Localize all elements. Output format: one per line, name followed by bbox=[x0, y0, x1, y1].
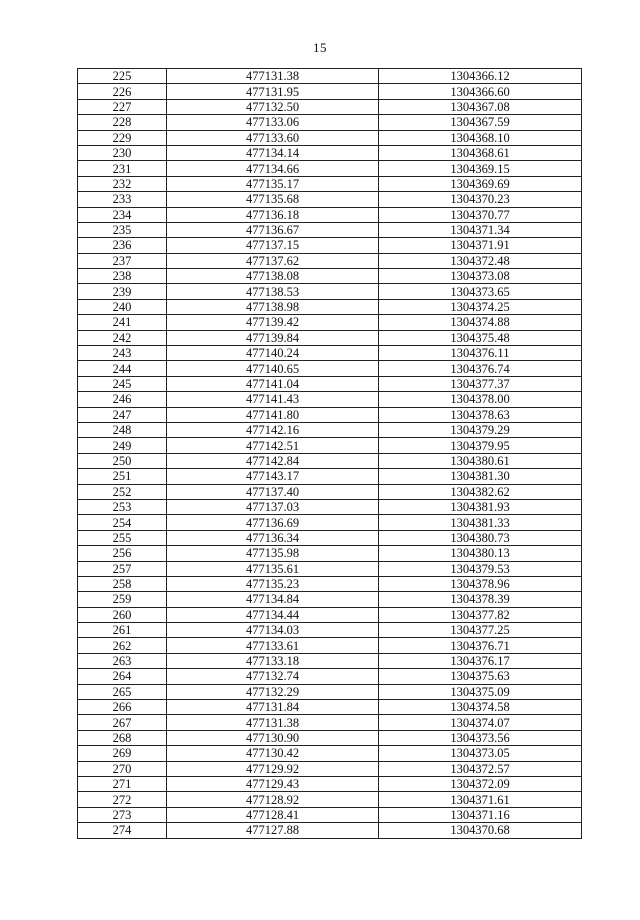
point-number-cell: 245 bbox=[78, 376, 167, 391]
y-coordinate-cell: 1304369.15 bbox=[379, 161, 582, 176]
point-number-cell: 229 bbox=[78, 130, 167, 145]
point-number-cell: 273 bbox=[78, 807, 167, 822]
table-row bbox=[78, 576, 582, 591]
y-coordinate-cell: 1304378.96 bbox=[379, 576, 582, 591]
x-coordinate-cell: 477132.29 bbox=[167, 684, 379, 699]
x-coordinate-cell: 477129.43 bbox=[167, 776, 379, 791]
x-coordinate-cell: 477142.51 bbox=[167, 438, 379, 453]
y-coordinate-cell: 1304381.93 bbox=[379, 499, 582, 514]
x-coordinate-cell: 477130.90 bbox=[167, 730, 379, 745]
x-coordinate-cell: 477140.24 bbox=[167, 346, 379, 361]
y-coordinate-cell: 1304373.08 bbox=[379, 269, 582, 284]
y-coordinate-cell: 1304366.60 bbox=[379, 84, 582, 99]
y-coordinate-cell: 1304368.61 bbox=[379, 145, 582, 160]
table-row bbox=[78, 99, 582, 114]
point-number-cell: 250 bbox=[78, 453, 167, 468]
coordinates-table-body bbox=[78, 69, 582, 839]
table-row bbox=[78, 730, 582, 745]
x-coordinate-cell: 477139.84 bbox=[167, 330, 379, 345]
y-coordinate-cell: 1304371.16 bbox=[379, 807, 582, 822]
x-coordinate-cell: 477136.34 bbox=[167, 530, 379, 545]
point-number-cell: 225 bbox=[78, 69, 167, 84]
table-row bbox=[78, 607, 582, 622]
x-coordinate-cell: 477134.84 bbox=[167, 592, 379, 607]
y-coordinate-cell: 1304378.39 bbox=[379, 592, 582, 607]
x-coordinate-cell: 477130.42 bbox=[167, 746, 379, 761]
table-row bbox=[78, 346, 582, 361]
point-number-cell: 264 bbox=[78, 669, 167, 684]
y-coordinate-cell: 1304376.17 bbox=[379, 653, 582, 668]
table-row bbox=[78, 238, 582, 253]
x-coordinate-cell: 477136.67 bbox=[167, 222, 379, 237]
y-coordinate-cell: 1304370.77 bbox=[379, 207, 582, 222]
point-number-cell: 265 bbox=[78, 684, 167, 699]
x-coordinate-cell: 477134.66 bbox=[167, 161, 379, 176]
point-number-cell: 268 bbox=[78, 730, 167, 745]
y-coordinate-cell: 1304376.71 bbox=[379, 638, 582, 653]
point-number-cell: 241 bbox=[78, 315, 167, 330]
x-coordinate-cell: 477138.08 bbox=[167, 269, 379, 284]
y-coordinate-cell: 1304376.11 bbox=[379, 346, 582, 361]
point-number-cell: 257 bbox=[78, 561, 167, 576]
x-coordinate-cell: 477131.84 bbox=[167, 700, 379, 715]
table-row bbox=[78, 145, 582, 160]
table-row bbox=[78, 700, 582, 715]
point-number-cell: 271 bbox=[78, 776, 167, 791]
point-number-cell: 244 bbox=[78, 361, 167, 376]
x-coordinate-cell: 477137.62 bbox=[167, 253, 379, 268]
x-coordinate-cell: 477133.06 bbox=[167, 115, 379, 130]
y-coordinate-cell: 1304373.56 bbox=[379, 730, 582, 745]
x-coordinate-cell: 477139.42 bbox=[167, 315, 379, 330]
y-coordinate-cell: 1304381.30 bbox=[379, 469, 582, 484]
table-row bbox=[78, 269, 582, 284]
x-coordinate-cell: 477138.98 bbox=[167, 299, 379, 314]
table-row bbox=[78, 669, 582, 684]
y-coordinate-cell: 1304373.05 bbox=[379, 746, 582, 761]
table-row bbox=[78, 161, 582, 176]
point-number-cell: 258 bbox=[78, 576, 167, 591]
point-number-cell: 231 bbox=[78, 161, 167, 176]
x-coordinate-cell: 477131.95 bbox=[167, 84, 379, 99]
point-number-cell: 239 bbox=[78, 284, 167, 299]
x-coordinate-cell: 477135.17 bbox=[167, 176, 379, 191]
y-coordinate-cell: 1304373.65 bbox=[379, 284, 582, 299]
table-row bbox=[78, 392, 582, 407]
x-coordinate-cell: 477138.53 bbox=[167, 284, 379, 299]
y-coordinate-cell: 1304380.61 bbox=[379, 453, 582, 468]
y-coordinate-cell: 1304369.69 bbox=[379, 176, 582, 191]
y-coordinate-cell: 1304371.34 bbox=[379, 222, 582, 237]
point-number-cell: 253 bbox=[78, 499, 167, 514]
y-coordinate-cell: 1304377.82 bbox=[379, 607, 582, 622]
x-coordinate-cell: 477131.38 bbox=[167, 715, 379, 730]
y-coordinate-cell: 1304370.68 bbox=[379, 823, 582, 838]
point-number-cell: 230 bbox=[78, 145, 167, 160]
table-row bbox=[78, 638, 582, 653]
point-number-cell: 256 bbox=[78, 546, 167, 561]
table-row bbox=[78, 761, 582, 776]
table-row bbox=[78, 792, 582, 807]
point-number-cell: 259 bbox=[78, 592, 167, 607]
y-coordinate-cell: 1304375.09 bbox=[379, 684, 582, 699]
table-row bbox=[78, 376, 582, 391]
y-coordinate-cell: 1304378.63 bbox=[379, 407, 582, 422]
x-coordinate-cell: 477133.18 bbox=[167, 653, 379, 668]
y-coordinate-cell: 1304371.61 bbox=[379, 792, 582, 807]
page-number: 15 bbox=[313, 40, 327, 55]
x-coordinate-cell: 477134.14 bbox=[167, 145, 379, 160]
table-row bbox=[78, 84, 582, 99]
point-number-cell: 249 bbox=[78, 438, 167, 453]
x-coordinate-cell: 477135.61 bbox=[167, 561, 379, 576]
table-row bbox=[78, 207, 582, 222]
table-row bbox=[78, 823, 582, 838]
table-row bbox=[78, 192, 582, 207]
point-number-cell: 263 bbox=[78, 653, 167, 668]
x-coordinate-cell: 477132.74 bbox=[167, 669, 379, 684]
point-number-cell: 274 bbox=[78, 823, 167, 838]
y-coordinate-cell: 1304378.00 bbox=[379, 392, 582, 407]
point-number-cell: 228 bbox=[78, 115, 167, 130]
table-row bbox=[78, 130, 582, 145]
point-number-cell: 226 bbox=[78, 84, 167, 99]
y-coordinate-cell: 1304368.10 bbox=[379, 130, 582, 145]
y-coordinate-cell: 1304366.12 bbox=[379, 69, 582, 84]
y-coordinate-cell: 1304379.53 bbox=[379, 561, 582, 576]
x-coordinate-cell: 477140.65 bbox=[167, 361, 379, 376]
table-row bbox=[78, 422, 582, 437]
x-coordinate-cell: 477133.60 bbox=[167, 130, 379, 145]
point-number-cell: 272 bbox=[78, 792, 167, 807]
table-row bbox=[78, 315, 582, 330]
x-coordinate-cell: 477128.41 bbox=[167, 807, 379, 822]
y-coordinate-cell: 1304377.25 bbox=[379, 623, 582, 638]
y-coordinate-cell: 1304372.09 bbox=[379, 776, 582, 791]
table-row bbox=[78, 284, 582, 299]
table-row bbox=[78, 530, 582, 545]
y-coordinate-cell: 1304374.07 bbox=[379, 715, 582, 730]
table-row bbox=[78, 253, 582, 268]
x-coordinate-cell: 477128.92 bbox=[167, 792, 379, 807]
point-number-cell: 254 bbox=[78, 515, 167, 530]
y-coordinate-cell: 1304382.62 bbox=[379, 484, 582, 499]
y-coordinate-cell: 1304374.58 bbox=[379, 700, 582, 715]
table-row bbox=[78, 222, 582, 237]
table-row bbox=[78, 407, 582, 422]
point-number-cell: 243 bbox=[78, 346, 167, 361]
point-number-cell: 246 bbox=[78, 392, 167, 407]
table-row bbox=[78, 176, 582, 191]
table-row bbox=[78, 515, 582, 530]
table-row bbox=[78, 715, 582, 730]
x-coordinate-cell: 477143.17 bbox=[167, 469, 379, 484]
y-coordinate-cell: 1304380.73 bbox=[379, 530, 582, 545]
y-coordinate-cell: 1304372.48 bbox=[379, 253, 582, 268]
point-number-cell: 234 bbox=[78, 207, 167, 222]
x-coordinate-cell: 477137.40 bbox=[167, 484, 379, 499]
y-coordinate-cell: 1304374.88 bbox=[379, 315, 582, 330]
x-coordinate-cell: 477136.18 bbox=[167, 207, 379, 222]
x-coordinate-cell: 477142.16 bbox=[167, 422, 379, 437]
point-number-cell: 251 bbox=[78, 469, 167, 484]
x-coordinate-cell: 477142.84 bbox=[167, 453, 379, 468]
y-coordinate-cell: 1304370.23 bbox=[379, 192, 582, 207]
x-coordinate-cell: 477137.15 bbox=[167, 238, 379, 253]
x-coordinate-cell: 477136.69 bbox=[167, 515, 379, 530]
point-number-cell: 233 bbox=[78, 192, 167, 207]
point-number-cell: 270 bbox=[78, 761, 167, 776]
point-number-cell: 260 bbox=[78, 607, 167, 622]
point-number-cell: 237 bbox=[78, 253, 167, 268]
table-row bbox=[78, 623, 582, 638]
table-row bbox=[78, 561, 582, 576]
point-number-cell: 262 bbox=[78, 638, 167, 653]
table-row bbox=[78, 684, 582, 699]
point-number-cell: 248 bbox=[78, 422, 167, 437]
table-row bbox=[78, 330, 582, 345]
x-coordinate-cell: 477135.23 bbox=[167, 576, 379, 591]
y-coordinate-cell: 1304375.48 bbox=[379, 330, 582, 345]
point-number-cell: 242 bbox=[78, 330, 167, 345]
point-number-cell: 235 bbox=[78, 222, 167, 237]
table-row bbox=[78, 746, 582, 761]
table-row bbox=[78, 438, 582, 453]
y-coordinate-cell: 1304380.13 bbox=[379, 546, 582, 561]
x-coordinate-cell: 477135.98 bbox=[167, 546, 379, 561]
table-row bbox=[78, 653, 582, 668]
table-row bbox=[78, 361, 582, 376]
point-number-cell: 252 bbox=[78, 484, 167, 499]
table-row bbox=[78, 499, 582, 514]
table-row bbox=[78, 592, 582, 607]
y-coordinate-cell: 1304379.95 bbox=[379, 438, 582, 453]
y-coordinate-cell: 1304381.33 bbox=[379, 515, 582, 530]
point-number-cell: 236 bbox=[78, 238, 167, 253]
y-coordinate-cell: 1304379.29 bbox=[379, 422, 582, 437]
point-number-cell: 266 bbox=[78, 700, 167, 715]
point-number-cell: 227 bbox=[78, 99, 167, 114]
table-row bbox=[78, 299, 582, 314]
point-number-cell: 255 bbox=[78, 530, 167, 545]
x-coordinate-cell: 477141.43 bbox=[167, 392, 379, 407]
x-coordinate-cell: 477134.03 bbox=[167, 623, 379, 638]
x-coordinate-cell: 477137.03 bbox=[167, 499, 379, 514]
point-number-cell: 267 bbox=[78, 715, 167, 730]
x-coordinate-cell: 477129.92 bbox=[167, 761, 379, 776]
point-number-cell: 269 bbox=[78, 746, 167, 761]
x-coordinate-cell: 477141.80 bbox=[167, 407, 379, 422]
y-coordinate-cell: 1304367.08 bbox=[379, 99, 582, 114]
y-coordinate-cell: 1304376.74 bbox=[379, 361, 582, 376]
x-coordinate-cell: 477133.61 bbox=[167, 638, 379, 653]
y-coordinate-cell: 1304371.91 bbox=[379, 238, 582, 253]
x-coordinate-cell: 477134.44 bbox=[167, 607, 379, 622]
y-coordinate-cell: 1304374.25 bbox=[379, 299, 582, 314]
point-number-cell: 247 bbox=[78, 407, 167, 422]
x-coordinate-cell: 477141.04 bbox=[167, 376, 379, 391]
y-coordinate-cell: 1304375.63 bbox=[379, 669, 582, 684]
table-row bbox=[78, 776, 582, 791]
y-coordinate-cell: 1304367.59 bbox=[379, 115, 582, 130]
table-row bbox=[78, 546, 582, 561]
coordinates-table bbox=[77, 68, 582, 839]
table-row bbox=[78, 807, 582, 822]
table-row bbox=[78, 469, 582, 484]
x-coordinate-cell: 477131.38 bbox=[167, 69, 379, 84]
x-coordinate-cell: 477127.88 bbox=[167, 823, 379, 838]
table-row bbox=[78, 484, 582, 499]
point-number-cell: 261 bbox=[78, 623, 167, 638]
table-row bbox=[78, 453, 582, 468]
point-number-cell: 238 bbox=[78, 269, 167, 284]
point-number-cell: 232 bbox=[78, 176, 167, 191]
table-row bbox=[78, 69, 582, 84]
point-number-cell: 240 bbox=[78, 299, 167, 314]
x-coordinate-cell: 477135.68 bbox=[167, 192, 379, 207]
x-coordinate-cell: 477132.50 bbox=[167, 99, 379, 114]
y-coordinate-cell: 1304377.37 bbox=[379, 376, 582, 391]
y-coordinate-cell: 1304372.57 bbox=[379, 761, 582, 776]
table-row bbox=[78, 115, 582, 130]
